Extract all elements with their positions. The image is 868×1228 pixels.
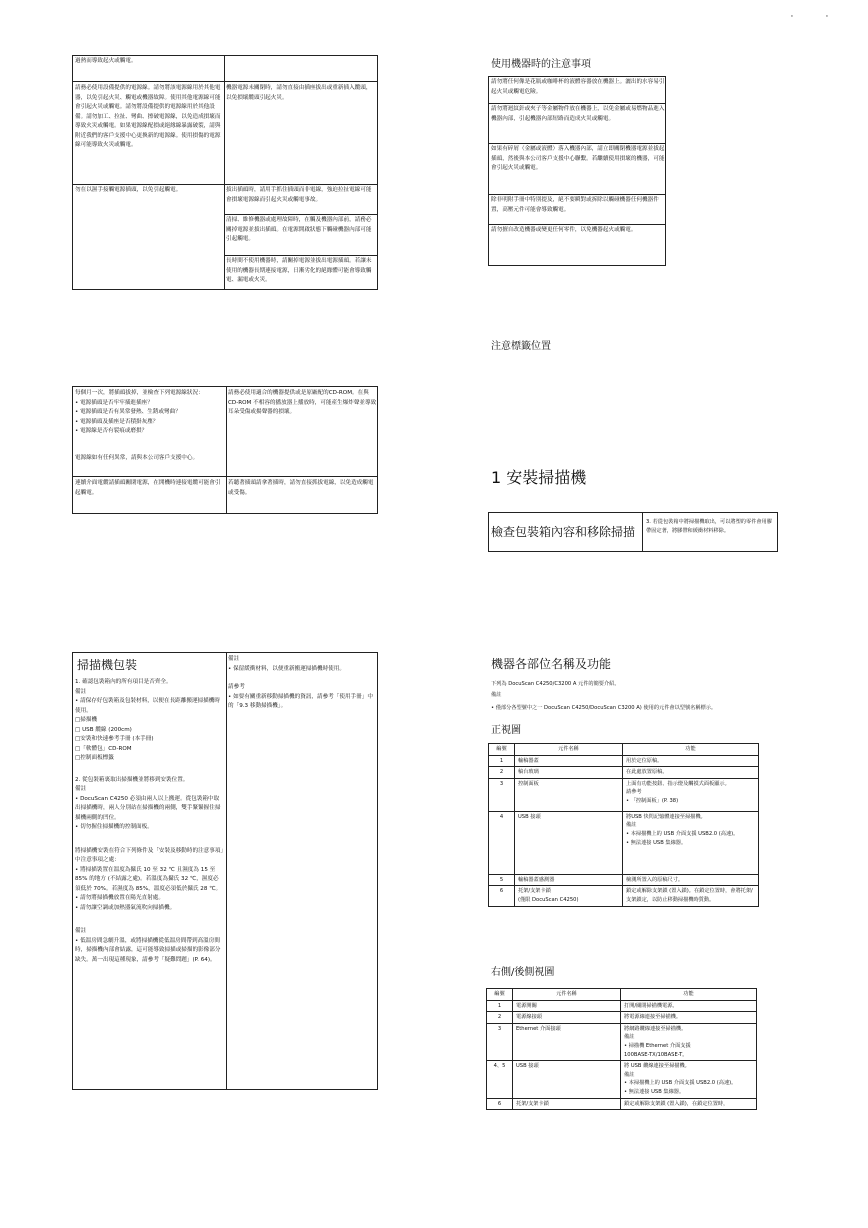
packaging-table (72, 652, 378, 1090)
table-cell: 6 (487, 1098, 513, 1110)
text-line: • 電源插頭是否牢牢插進插座？ (75, 399, 153, 406)
spacer (75, 833, 224, 847)
table-header-row (489, 744, 759, 756)
text-line: 備註 (75, 688, 87, 695)
text-line: 請參考 (228, 684, 245, 690)
table-cell: 過熱而導致起火或觸電。 (75, 58, 137, 64)
side-view-table (486, 988, 757, 1110)
note-text: • 僅部分各型號中之一 DocuScan C4250/DocuScan C3200 A) 使用的元件會以型號名稱標示。 (491, 705, 717, 711)
corner-mark: ' (791, 14, 793, 22)
table-cell: 稿台玻璃 (515, 767, 623, 779)
text-line: □控制面板標籤 (75, 755, 114, 761)
text-line: 電源線如有任何異常，請與本公司客戶支援中心。 (75, 454, 199, 461)
table-cell: 5 (489, 874, 515, 886)
text-line: • 切勿握住掃描機的控制面板。 (75, 824, 153, 830)
text-line: □「軟體包」CD-ROM (75, 745, 132, 752)
front-view-title: 正視圖 (491, 725, 521, 736)
column-header: 元件名稱 (515, 744, 623, 756)
table-row (489, 767, 759, 779)
column-header: 編號 (487, 989, 513, 1001)
table-row (489, 778, 759, 811)
text-line: □安裝和快速參考手冊 (本手冊) (75, 736, 154, 742)
table-cell: Ethernet 介面接頭 (513, 1023, 621, 1060)
text-line: 每個月一次，將插頭拔掉，並檢查下列電源線狀況： (75, 390, 204, 396)
packaging-notes (226, 654, 379, 774)
table-header-row (487, 989, 757, 1001)
packaging-instructions (73, 677, 226, 1089)
usage-caution-table (488, 76, 666, 266)
table-cell: 2 (487, 1012, 513, 1024)
text-line: □掃描機 (75, 717, 98, 723)
table-cell: 用於定位原稿。 (623, 755, 759, 767)
section-title: 注意標籤位置 (491, 341, 551, 352)
text-line: • 電源插頭是否有異常發熱、生銹或彎曲？ (75, 409, 181, 415)
page-title: 掃描機包裝 (77, 658, 138, 672)
column-header: 編號 (489, 744, 515, 756)
table-cell: 在此處放置原稿。 (623, 767, 759, 779)
text-line: • 將掃描裝置在溫度為攝氏 10 至 32 ℃ 且濕度為 15 至 85% 的地方 (不結露之處)。若溫度為攝氏 32 ℃，濕度必須低於 70%。若濕度為 85%，溫度必須低於攝氏 28 ℃。 (75, 866, 222, 892)
table-cell: 連續介面電纜請插頭關閉電源，在開機時連接電纜可能會引起觸電。 (75, 480, 221, 496)
section-title: 使用機器時的注意事項 (491, 59, 591, 70)
intro-text: 下列為 DocuScan C4250/C3200 A 元件的簡要介紹。 (491, 681, 620, 687)
table-cell: 托架/支架卡鎖 (513, 1098, 621, 1110)
column-header: 功能 (623, 744, 759, 756)
table-cell: 1 (487, 1000, 513, 1012)
table-cell: 如果有碎屑（金屬或液體）落入機器內部，請立即關閉機器電源並拔起插頭，然後與本公司客戶支援中心聯繫。若繼續使用損壞的機器，可能會引起火災或觸電。 (491, 146, 665, 171)
table-cell: 若聽著插頭請拿著插時，請勿直接抓拔電線，以免造成觸電或受傷。 (228, 480, 374, 496)
text-line: 1. 確認包裝箱內的所有項目是否齊全。 (75, 679, 172, 685)
text-line: 將掃描機安裝在符合下列條件及「安裝及移動時的注意事項」中注意事項之處： (75, 847, 224, 863)
table-cell: 上面有功能按鈕、指示燈及觸摸式面板顯示。 請參考 • 「控制面板」(P. 38) (623, 778, 759, 811)
table-cell: 3 (487, 1023, 513, 1060)
table-cell: 機器電源未關閉時，請勿直接由插座拔出或重新插入纜頭，以免損壞纜頭引起火災。 (226, 85, 372, 101)
table-row (489, 886, 759, 906)
spacer (228, 674, 377, 683)
table-cell: 長時間不使用機器時，請關掉電源並拔出電源插頭。若讓未使用的機器長期連接電源，日漸劣化的絕緣體可能會導致觸電、漏電或火災。 (226, 258, 372, 283)
table-cell: 請勿將任何像是花瓶或咖啡杯的液體容器放在機器上。灑出的水容易引起火災或觸電危險。 (491, 79, 665, 95)
text-line: • 低溫房間急劇升溫，或將掃描機從低溫房間帶到高溫房間時，掃描機內部會結露，這可能導致掃描或掃描的影像部分缺失。萬一出現這種現象，請參考「疑難問題」(P. 64)。 (75, 937, 221, 963)
table-cell: 勿在以濕手接觸電源插頭，以免引起觸電。 (75, 187, 182, 193)
table-cell: 控制面板 (515, 778, 623, 811)
table-cell: 1 (489, 755, 515, 767)
table-row (487, 1098, 757, 1110)
spacer (75, 913, 224, 927)
table-cell: 將 USB 纜線連接至掃描機。 備註 • 本掃描機上的 USB 介面支援 USB2.0 (高速)。 • 無法連接 USB 集線器。 (621, 1061, 757, 1098)
table-cell: 2 (489, 767, 515, 779)
table-cell: 檢測所置入的原稿尺寸。 (623, 874, 759, 886)
table-cell: 托架/支架卡鎖 (僅限 DocuScan C4250) (515, 886, 623, 906)
table-cell: 請務必使用適合的機器提供或是原廠配的CD-ROM。在與 CD-ROM 不相容的播放器上播放時，可能產生爆炸聲並導致耳朵受傷或揚聲器的損壞。 (228, 390, 377, 415)
table-cell: 電源開關 (513, 1000, 621, 1012)
table-cell: 鎖定或解除支架鎖 (置入鎖)，在鎖定位置時， (621, 1098, 757, 1110)
text-line: • 電源插頭及插座是否積掛灰塵？ (75, 418, 159, 425)
text-line: 2. 從包裝箱裏取出掃描機並將移到安裝位置。 (75, 776, 189, 783)
table-cell: 6 (489, 886, 515, 906)
text-line: • DocuScan C4250 必須由兩人以上搬運。從包裝箱中取出掃描機時，兩人分別站在掃描機的兩側，雙手緊緊握住掃描機兩側的凹位。 (75, 795, 221, 821)
table-cell: 4、5 (487, 1061, 513, 1098)
text-line: • 保留緩衝材料，以便重新搬運掃描機時使用。 (228, 665, 345, 672)
table-cell (73, 388, 226, 476)
table-cell: 請務必使用設備提供的電源線。請勿將該電源線用於其他電器，以免引起火災、觸電或機器故障。使用其他電源線可能會引起火災或觸電。請勿將設備提供的電源線用於其他設備。請勿加工、拉扯、彎曲、擦破電源線，以免造成損壞而導致火災或觸電。如果電源線配損或絕緣線暴露破裂，請與附近我們的客戶支援中心更換新的電源線。使用損傷的電源線可能導致火災或觸電。 (75, 85, 221, 148)
text-line: 備註 (75, 928, 87, 934)
table-cell: 將USB 快閃記憶體連接至掃描機。 備註 • 本掃描機上的 USB 介面支援 USB2.0 (高速)。 • 無法連接 USB 集線器。 (623, 811, 759, 874)
text-line: 備註 (228, 656, 240, 662)
power-cord-check-table (72, 386, 378, 514)
table-cell: 電源線接頭 (513, 1012, 621, 1024)
side-view-title: 右側/後側視圖 (491, 967, 555, 978)
corner-mark: ' (826, 14, 828, 22)
text-line: • 請勿讓空調或加熱器氣流吹向掃描機。 (75, 904, 176, 911)
text-line: • 請勿將掃描機放置在陽光直射處。 (75, 895, 164, 901)
note-label: 備註 (491, 692, 502, 698)
text-line: • 電源線是否有裂痕或磨損？ (75, 428, 148, 434)
chapter-box (488, 512, 778, 552)
table-cell: 請勿擅自改造機器或變更任何零件，以免機器起火或觸電。 (491, 227, 637, 233)
table-cell: 輸稿器蓋 (515, 755, 623, 767)
spacer (75, 764, 224, 776)
box-text: 3. 若從包裝箱中將掃描機取出，可以將塑的零件會用膠帶固定著，將膠帶和緩衝材料移除。 (646, 519, 772, 534)
table-row (489, 874, 759, 886)
table-cell: 清掃、維修機器或處理故障時，在觸及機器內部前，請務必關掉電源並拔出插頭。在電源開啟狀態下觸碰機器內部可能引起觸電。 (226, 217, 372, 242)
page-title: 機器各部位名稱及功能 (491, 657, 612, 671)
table-row (487, 1061, 757, 1098)
table-cell: 輸稿器蓋感測器 (515, 874, 623, 886)
column-header: 元件名稱 (513, 989, 621, 1001)
table-cell: 鎖定或解除支架鎖 (置入鎖)。在鎖定位置時，會將托架/支架鎖定，以防止移動掃描機時質動。 (623, 886, 759, 906)
safety-power-table (72, 55, 378, 290)
table-cell: USB 接頭 (513, 1061, 621, 1098)
table-cell: 將網路纜線連接至掃描機。 備註 • 掃描機 Ethernet 介面支援 100BASE-TX/10BASE-T。 (621, 1023, 757, 1060)
column-header: 功能 (621, 989, 757, 1001)
table-cell: USB 接頭 (515, 811, 623, 874)
chapter-title: 1 安裝掃描機 (491, 468, 587, 487)
table-cell: 3 (489, 778, 515, 811)
table-row (487, 1023, 757, 1060)
table-cell: 拔出插頭時，請用手抓住插頭而非電線，強迫拉扯電線可能會損壞電源線而引起火災或觸電事故。 (226, 187, 372, 203)
box-heading: 檢查包裝箱內容和移除掃描 (491, 525, 636, 539)
text-line: 備註 (75, 786, 87, 792)
table-cell: 4 (489, 811, 515, 874)
table-cell: 除非明附手冊中特別提及，絕不要瞬對或拆除以觸碰機器任何機器件置，高壓元件可能會導致觸電。 (491, 197, 659, 213)
table-row (487, 1012, 757, 1024)
text-line: • 請保存好包裝箱及包裝材料，以便在長距離搬運掃描機時使用。 (75, 698, 220, 714)
table-row (489, 755, 759, 767)
table-row (487, 1000, 757, 1012)
table-cell: 請勿將迴紋針或夾子等金屬物件放在機器上，以免金屬或易燃物品進入機器內部，引起機器內部短路而造成火災或觸電。 (491, 106, 665, 122)
text-line: □ USB 纜線 (200cm) (75, 726, 132, 733)
front-view-table (488, 743, 759, 907)
table-cell: 打開/關閉掃描機電源。 (621, 1000, 757, 1012)
table-cell: 將電源線連接至掃描機。 (621, 1012, 757, 1024)
table-row (489, 811, 759, 874)
text-line: • 如要有關重新移動掃描機的資訊，請參考「使用手冊」中的「9.3 移動掃描機」。 (228, 693, 373, 709)
